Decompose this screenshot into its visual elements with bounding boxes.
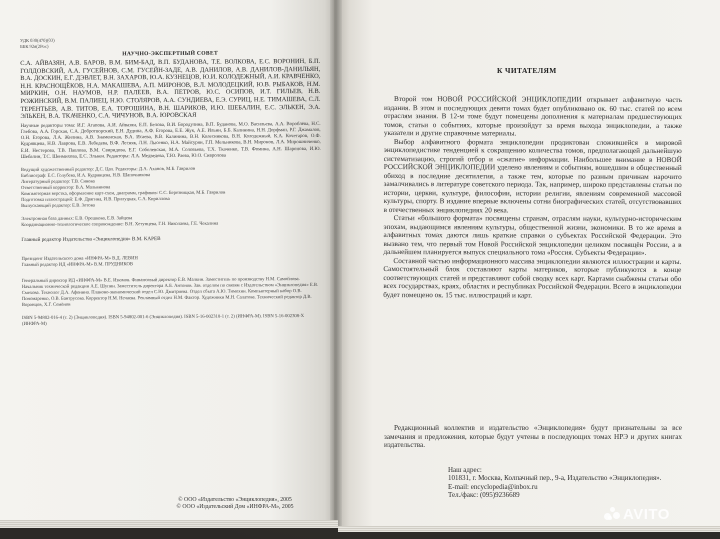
database-credits: Электронная база данных: Е.В. Орешкова, Е.В. Зайцева <box>21 216 133 222</box>
preface-paragraph: Выбор алфавитного формата энциклопедии продиктован сложившейся в мировой энциклопедистике тенденцией к сокращению количества томов, предполагающей дальнейшую систематизацию, строгий отбор и «сжатие» информации. Наибольшее внимание в НОВОЙ РОССИЙСКОЙ ЭНЦИКЛОПЕДИИ уделено явлениям и событиям, вошедшим в общественный обиход в последние десятилетия, а также тем, которые по разным причинам нарочито замалчивались в литературе советского периода. Так, например, широко представлены статьи по истории, церкви, культуре, философии, истории религии, явлениям современной массовой культуры, спорту. В издание впервые включены сотни биографических статей, отсутствовавших в отечественных энциклопедиях 20 века. <box>383 137 682 214</box>
chief-editor-infra: Главный редактор ИД «ИНФРА-М» В.М. ПРУДНИКОВ <box>21 262 134 269</box>
preface-paragraph: Второй том НОВОЙ РОССИЙСКОЙ ЭНЦИКЛОПЕДИИ открывает алфавитную часть издания. В этом и последующих девяти томах будет опубликовано ок. 60 тыс. статей по всем отраслям знания. В 12-м томе будут помещены дополнения к материалам предшествующих томов, статьи о событиях, которые произойдут за время выхода энциклопедии, а также указатели и другие справочные материалы. <box>383 95 682 138</box>
bbk-code: ББК 92я(2Рос) <box>20 43 49 49</box>
closing-paragraph: Редакционный коллектив и издательство «Энциклопедия» будут признательны за все замечания и предложения, которые будут учтены в последующих томах НРЭ и других книгах издательства. <box>384 424 682 449</box>
illustration-credits: Подготовка иллюстраций: Е.Ф. Дрягина, И.В. Прилуцкая, С.А. Кириллова <box>21 196 170 203</box>
council-title: НАУЧНО-ЭКСПЕРТНЫЙ СОВЕТ <box>122 50 219 58</box>
phone-line: Тел./факс: (095)9236689 <box>448 491 520 500</box>
address-title: Наш адрес: <box>448 466 482 474</box>
literary-editor: Литературный редактор: Т.В. Сивова <box>20 179 95 185</box>
science-editors: Научные редакторы тома: И.Г. Агапова, А.И. Айвазян, Е.П. Белова, В.И. Бородулина, В.П. Буданова, М.О. Васильева, А.А. Вороблёва, Н.С. Глебова, А.А. Горская, С.А. Добротворский, Е.Н. Дудина, А.Ф. Егорова, Е.Е. Жук, А.Е. Ильин, Б.Б. Калинина, Н.Н. Дорфман, Р.Г. Джамалов, О.Н. Егорова, Л.А. Жилина, А.В. Знаменская, В.А. Исаева, В.В. Калинина, В.Н. Колесникова, В.Н. Колодежный, К.А. Кочетаров, О.Ф. Кудрявцева, Н.В. Лаврова, Е.В. Лебедева, В.Ф. Лесняк, Л.Н. Лысенко, Н.А. Майсурян, Г.П. Мельникова, В.Н. Миронов, Л.А. Мирошниченко, Е.И. Нестерова, Т.В. Павлова, В.М. Свиридова, Е.Г. Соболевская, М.А. Соловьева, Т.Х. Ткаченко, Т.В. Фомина, А.Н. Шаронова, И.Ю. Шебалин, Т.С. Шенмихова, Е.С. Элькен. Редакторы: Л.А. Медведева, Т.Ю. Раева, Ю.О. Сивролова <box>20 121 321 160</box>
preface-body <box>383 95 682 300</box>
preface-paragraph: Статьи «большого формата» посвящены странам, отраслям науки, культурно-историческим эпохам, выдающимся явлениям культуры, общественной жизни, экономики. В то же время в алфавитных томах даются лишь краткие справки о субъектах Российской Федерации. Это вызвано тем, что первый том Новой Российской энциклопедии целиком посвящён России, а в дальнейшем планируется выпуск специального тома «Россия. Субъекты Федерации». <box>383 214 682 257</box>
email-line: E-mail: encyclopedia@inbox.ru <box>448 482 538 491</box>
address-block <box>448 466 661 500</box>
udk-code: УДК 030(470)(03) <box>20 37 55 43</box>
preface-paragraph: Составной частью информационного массива энциклопедии являются иллюстрации и карты. Самостоятельный блок составляют карты материков, которые публикуются в конце соответствующих статей и представляют собой сводку всех карт. Картами снабжены статьи обо всех государствах, краях, областях и республиках Российской Федерации. Всего в энциклопедии будет помещено ок. 15 тыс. иллюстраций и карт. <box>383 256 682 300</box>
avito-watermark <box>604 506 670 523</box>
copyright-infra: © ООО «Издательский Дом «ИНФРА-М», 2005 <box>176 504 294 511</box>
layout-credits: Компьютерная верстка, оформление карт-схем, диаграмм, графиков: С.С. Березницкая, М.Б. Гаврилов <box>21 190 226 197</box>
isbn-list: ISBN 5-94802-016-4 (т. 2) (Энциклопедия). ISBN 5-94802-001-6 (Энциклопедия). ISBN 5-16-002310-1 (т. 2) (ИНФРА-М). ISBN 5-16-002308-X (ИНФРА-М) <box>21 314 305 328</box>
imprint-block <box>20 36 322 329</box>
avito-logo-icon <box>604 507 620 521</box>
president-infra: Президент Издательского дома «ИНФРА-М» В.Д. ЛЕВИН <box>21 256 138 263</box>
left-page-edge <box>0 520 338 528</box>
release-editor: Выпускающий редактор: Е.В. Зотова <box>21 203 95 209</box>
chief-proofreader: Ответственный корректор: В.А. Мальвинова <box>21 185 111 191</box>
coordination-credits: Координационно-технологическое сопровождение: В.Н. Хетунцева, Г.Н. Николаева, Г.Е. Чекалина <box>21 221 219 228</box>
right-page-edge <box>338 526 720 532</box>
avito-brand: AVITO <box>623 506 670 523</box>
bibliographers: Библиограф: Е.С. Голубева, И.А. Кудрявцева, Н.В. Шапочникова <box>20 173 151 179</box>
art-editor: Ведущий художественный редактор: Д.С. Цап. Редакторы: Д.А. Аханов, М.Б. Гаврилов <box>20 166 196 173</box>
staff-credits: Генеральный директор ИД «ИНФРА-М» В.Е. Изюмов. Финансовый директор Е.В. Малкин. Заместитель по производству Н.М. Самойлова. Начальник технической редакции А.Е. Шупин. Заместитель директора А.Б. Антонов. Зав. отделом по связям с Издательством «Энциклопедия» Е.В. Смехова. Технолог Д.А. Афонина. Планово-экономический отдел С.Ю. Дмитриева. Отдел сбыта А.Ю. Тимохин. Компьютерный набор О.В. Пономаренко, О.В. Бантрусова. Корректор Н.М. Нечаева. Рекламный отдел Н.М. Фактор. Художники М.Н. Салатова. Технический редактор Д.В. Воронцов, Х.Г. Семёнов <box>21 277 319 309</box>
book-gutter <box>330 0 342 528</box>
page-heading: К ЧИТАТЕЛЯМ <box>497 66 557 75</box>
closing-note <box>384 424 682 450</box>
chief-editor: Главный редактор Издательства «Энциклопедия» В.М. КАРЕВ <box>21 235 161 243</box>
address-line: 101831, г. Москва, Колпачный пер., 9-а, Издательство «Энциклопедия». <box>448 474 662 483</box>
copyright-encyclopedia: © ООО «Издательство «Энциклопедия», 2005 <box>178 497 292 503</box>
council-members: С.А. АЙВАЗЯН, А.В. БАРОВ, В.М. БИМ-БАД, В.П. БУДАНОВА, Т.Е. ВОЛКОВА, Е.С. ВОРОНИН, Б.П. ГОЛДОВСКИЙ, А.А. ГУСЕЙНОВ, С.М. ГУСЕЙН-ЗАДЕ, А.В. ДАНИЛОВ, А.В. ДАНИЛОВ-ДАНИЛЬЯН, В.А. ДОСКИН, Е.Г. ДЭВЛЕТ, В.Н. ЗАХАРОВ, Ю.А. КУЗНЕЦОВ, Ю.И. КОЛОДЕЖНЫЙ, А.И. КРАВЧЕНКО, Н.Н. КРАСНОЩЁКОВ, Н.А. МАКАШЕВА, А.П. МИРОНОВ, В.Л. МОЛОДЕЦКИЙ, Ю.В. РЫБАКОВ, Н.М. МИРКИН, О.Н. НАУМОВ, Н.Р. ПАЛЕЕВ, В.А. ПЕТРОВ, Ю.С. ОСИПОВ, И.Т. ГИЛЬЕВ, Н.В. РОЖИНСКИЙ, В.М. ПАЛИЕЦ, Н.Ю. СТОЛЯРОВ, А.А. СУНДИЕВА, Е.Э. СУРИЦ, Н.Е. ТИМАШЕВА, С.Л. ТЕРЕНТЬЕВ, А.В. ТИТОВ, Е.А. ТОРОШИНА, В.Н. ШАРИКОВ, И.Ю. ШЕБАЛИН, Е.С. ЭЛЬКЕН, Э.А. ЭЛЬКЕН, В.А. ТКАЧЕНКО, С.А. ЧИЧУНОВ, В.А. ЮРОВСКАЯ <box>20 57 321 121</box>
copyright-block <box>145 497 325 511</box>
